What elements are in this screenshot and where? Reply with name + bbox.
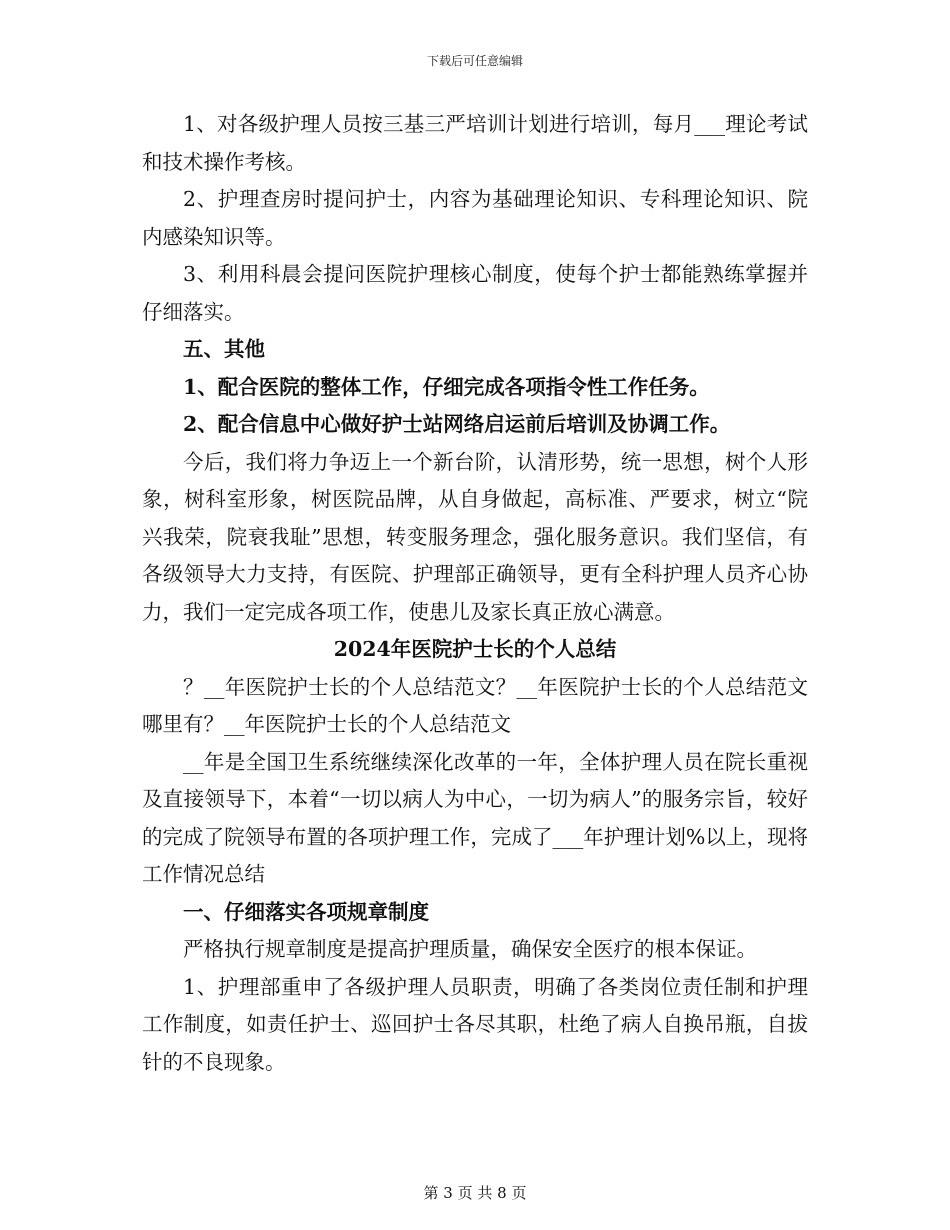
paragraph-regulations: 严格执行规章制度是提高护理质量，确保安全医疗的根本保证。	[183, 937, 757, 961]
page-header: 下载后可任意编辑	[426, 54, 523, 68]
section-heading-other: 五、其他	[183, 337, 265, 361]
page-footer: 第 3 页 共 8 页	[423, 1184, 527, 1202]
paragraph-morning-meeting: 3、利用科晨会提问医院护理核心制度，使每个护士都能熟练掌握并仔细落实。	[142, 262, 808, 324]
section-heading-regulations: 一、仔细落实各项规章制度	[183, 899, 429, 924]
paragraph-training: 1、对各级护理人员按三基三严培训计划进行培训，每月___理论考试和技术操作考核。	[142, 112, 808, 174]
paragraph-year-summary: __年是全国卫生系统继续深化改革的一年，全体护理人员在院长重视及直接领导下，本着“一切以病人为中心，一切为病人”的服务宗旨，较好的完成了院领导布置的各项护理工作，完成了___年护理计划%以上，现将工作情况总结	[142, 749, 808, 886]
paragraph-ward-round: 2、护理查房时提问护士，内容为基础理论知识、专科理论知识、院内感染知识等。	[142, 187, 808, 249]
document-body	[142, 106, 808, 1081]
paragraph-duties: 1、护理部重申了各级护理人员职责，明确了各类岗位责任制和护理工作制度，如责任护士、巡回护士各尽其职，杜绝了病人自换吊瓶，自拔针的不良现象。	[142, 974, 808, 1074]
paragraph-cooperate-info-center: 2、配合信息中心做好护士站网络启运前后培训及协调工作。	[183, 412, 731, 436]
document-title: 2024年医院护士长的个人总结	[333, 637, 617, 661]
paragraph-intro-links: ？__年医院护士长的个人总结范文？__年医院护士长的个人总结范文哪里有？__年医院护士长的个人总结范文	[142, 674, 808, 736]
paragraph-cooperate-hospital: 1、配合医院的整体工作，仔细完成各项指令性工作任务。	[183, 374, 710, 399]
paragraph-outlook: 今后，我们将力争迈上一个新台阶，认清形势，统一思想，树个人形象，树科室形象，树医院品牌，从自身做起，高标准、严要求，树立“院兴我荣，院衰我耻”思想，转变服务理念，强化服务意识。我们坚信，有各级领导大力支持，有医院、护理部正确领导，更有全科护理人员齐心协力，我们一定完成各项工作，使患儿及家长真正放心满意。	[142, 449, 808, 624]
